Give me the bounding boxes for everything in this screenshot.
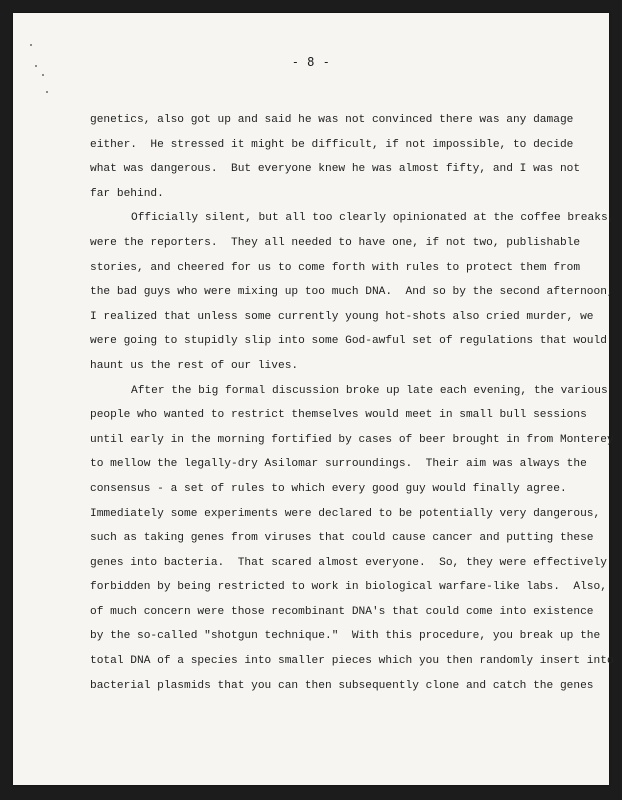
text-line: genes into bacteria. That scared almost everyone. So, they were effectively — [90, 556, 607, 569]
text-line: such as taking genes from viruses that could cause cancer and putting these — [90, 532, 594, 545]
typed-page — [13, 13, 615, 785]
text-line: were going to stupidly slip into some God-awful set of regulations that would — [90, 335, 607, 348]
page-number: - 8 - — [291, 55, 331, 69]
text-line: I realized that unless some currently young hot-shots also cried murder, we — [90, 310, 594, 323]
text-line: consensus - a set of rules to which every good guy would finally agree. — [90, 482, 567, 495]
text-line: far behind. — [90, 187, 164, 200]
text-line: by the so-called "shotgun technique." With this procedure, you break up the — [90, 630, 601, 643]
text-line: people who wanted to restrict themselves would meet in small bull sessions — [90, 409, 587, 422]
text-line: Officially silent, but all too clearly opinionated at the coffee breaks, — [131, 212, 615, 225]
text-line: bacterial plasmids that you can then subsequently clone and catch the genes — [90, 679, 594, 692]
text-line: haunt us the rest of our lives. — [90, 359, 299, 372]
text-line: forbidden by being restricted to work in biological warfare-like labs. Also, — [90, 581, 607, 594]
text-line: stories, and cheered for us to come forth with rules to protect them from — [90, 261, 581, 274]
text-line: of much concern were those recombinant DNA's that could come into existence — [90, 605, 594, 618]
text-line: Immediately some experiments were declared to be potentially very dangerous, — [90, 507, 601, 520]
paper-speck — [46, 91, 48, 93]
text-line: either. He stressed it might be difficult, if not impossible, to decide — [90, 138, 574, 151]
body-text — [90, 108, 615, 698]
text-line: After the big formal discussion broke up late each evening, the various — [131, 384, 608, 397]
text-line: until early in the morning fortified by cases of beer brought in from Monterey — [90, 433, 614, 446]
text-line: genetics, also got up and said he was not convinced there was any damage — [90, 114, 574, 126]
paper-speck — [42, 74, 44, 76]
text-line: what was dangerous. But everyone knew he was almost fifty, and I was not — [90, 163, 581, 176]
paper-speck — [30, 44, 32, 46]
text-line: to mellow the legally-dry Asilomar surroundings. Their aim was always the — [90, 458, 587, 471]
text-line: were the reporters. They all needed to have one, if not two, publishable — [90, 236, 581, 249]
text-line: the bad guys who were mixing up too much DNA. And so by the second afternoon, — [90, 286, 614, 299]
text-line: total DNA of a species into smaller pieces which you then randomly insert into — [90, 655, 614, 668]
